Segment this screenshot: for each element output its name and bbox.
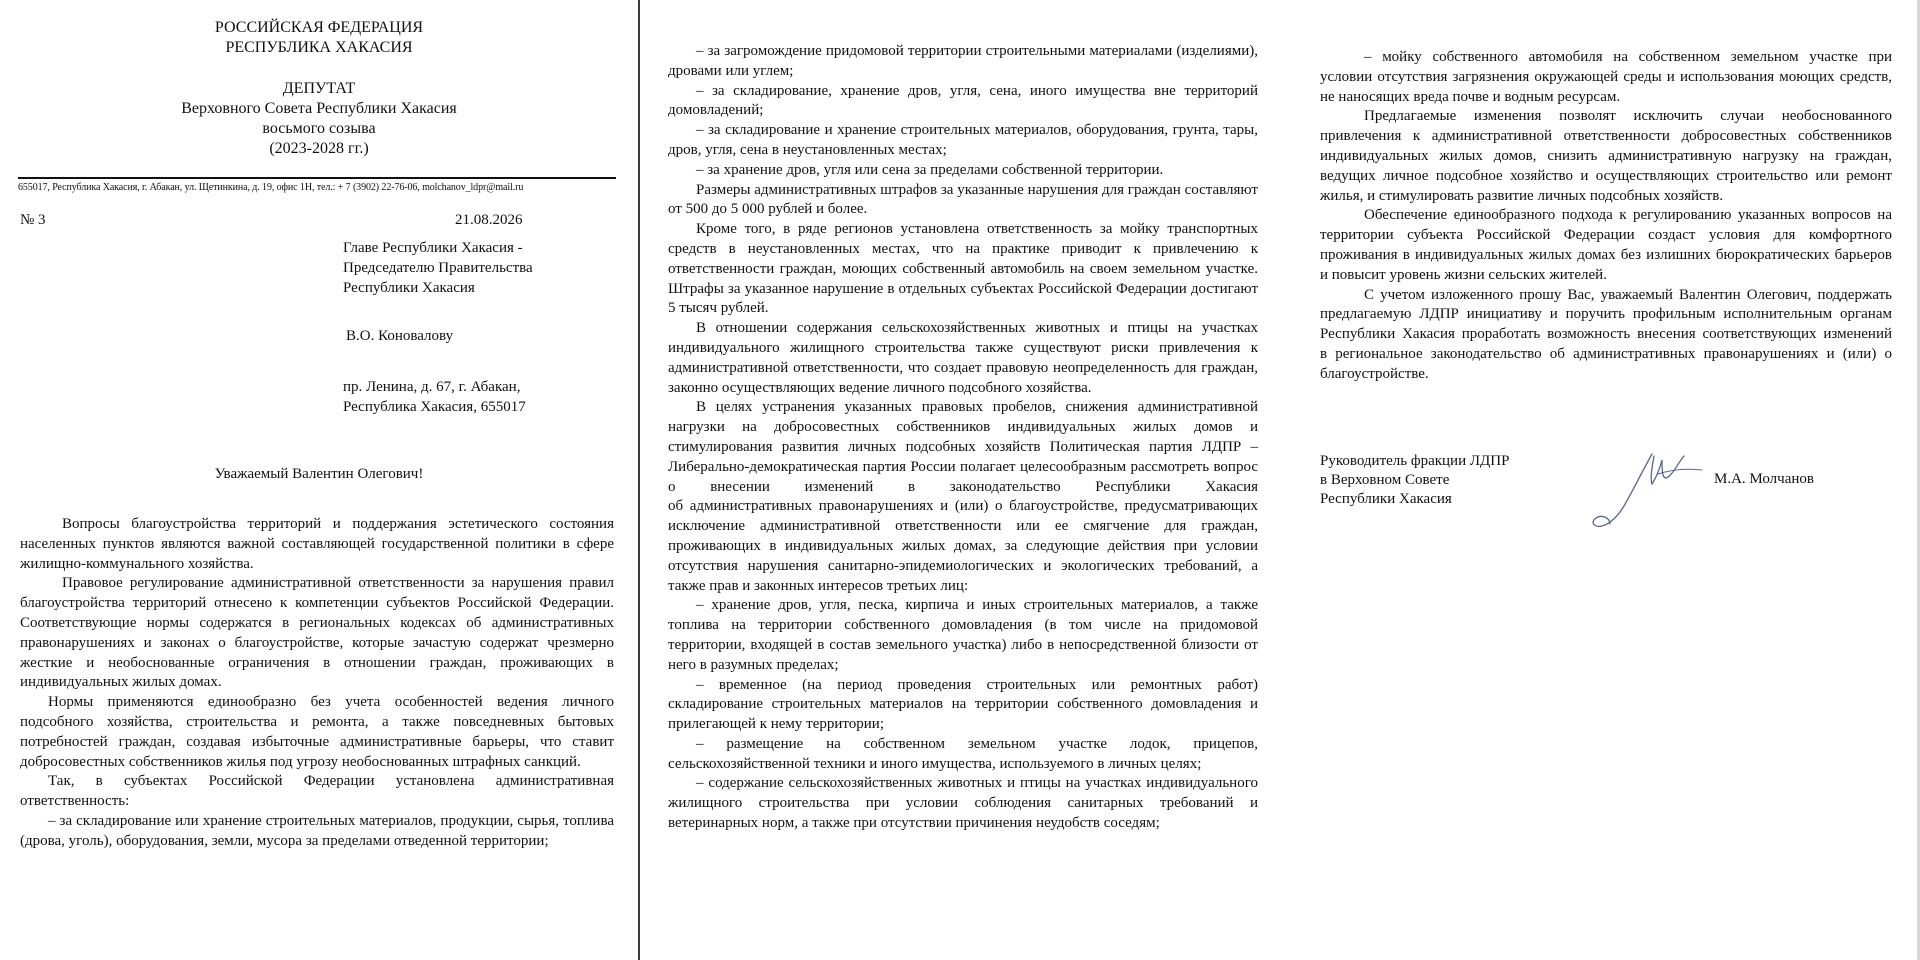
paragraph: Размеры административных штрафов за указанные нарушения для граждан составляют от 500 до 5 000 рублей и более. [668, 181, 1258, 218]
addressee-line-2: Председателю Правительства [343, 260, 533, 276]
document-page-3 [1282, 0, 1920, 960]
paragraph: В целях устранения указанных правовых пробелов, снижения административной нагрузки на добросовестных собственников индивидуальных жилых домов и стимулирования развития личных подсобных хозяйств Политическая партия ЛДПР – Либерально-демократическая партия России полагает целесообразным рассмотреть вопрос о внесении изменений в законодательство Республики Хакасия [668, 399, 1258, 495]
document-page-1 [0, 0, 638, 960]
addressee-name: В.О. Коновалову [346, 328, 454, 344]
paragraph: – за складирование или хранение строительных материалов, продукции, сырья, топлива (дрова, уголь), оборудования, земли, мусора за пределами отведенной территории; [20, 812, 614, 849]
paragraph: Обеспечение единообразного подхода к регулированию указанных вопросов на территории субъекта Российской Федерации создаст условия для комфортного проживания в индивидуальных жилых домах без излишних бюрократических барьеров и повысит уровень жизни сельских жителей. [1320, 207, 1892, 283]
paragraph: Так, в субъектах Российской Федерации установлена административная ответственность: [20, 773, 614, 810]
paragraph: – за загромождение придомовой территории строительными материалами (изделиями), дровами или углем; [668, 43, 1258, 79]
header-deputy: ДЕПУТАТ [282, 80, 356, 97]
signature-role-line-3: Республики Хакасия [1320, 491, 1452, 507]
paragraph: – размещение на собственном земельном участке лодок, прицепов, сельскохозяйственной техники и иного имущества, используемого в личных целях; [668, 735, 1258, 772]
paragraph: об административных правонарушениях и (или) о благоустройстве, предусматривающих исключение административной ответственности или ее смягчение для граждан, проживающих в индивидуальных жилых домах, за следующие действия при условии отсутствия нарушения санитарно-эпидемиологических и экологических требований, а также прав и законных интересов третьих лиц: [668, 498, 1258, 594]
letter-number: № 3 [20, 212, 46, 228]
header-address: 655017, Республика Хакасия, г. Абакан, ул. Щетинкина, д. 19, офис 1Н, тел.: + 7 (3902) 22-76-06, molchanov_ldpr@mail.ru [18, 182, 524, 193]
addressee-address-1: пр. Ленина, д. 67, г. Абакан, [343, 379, 521, 395]
signature-role-line-1: Руководитель фракции ЛДПР [1320, 453, 1510, 469]
paragraph: – за складирование и хранение строительных материалов, оборудования, грунта, тары, дров, угля, сена в неустановленных местах; [668, 122, 1258, 158]
addressee-line-3: Республики Хакасия [343, 280, 475, 296]
header-convocation: восьмого созыва [262, 120, 376, 137]
signature-role-line-2: в Верховном Совете [1320, 472, 1450, 488]
signature-name: М.А. Молчанов [1714, 471, 1814, 487]
page-2-body [668, 42, 1258, 834]
header-country: РОССИЙСКАЯ ФЕДЕРАЦИЯ [214, 19, 424, 36]
paragraph: – хранение дров, угля, песка, кирпича и иных строительных материалов, а также топлива на территории собственного домовладения (в том числе на придомовой территории, входящей в состав земельного участка) либо в непосредственной близости от него в разумных пределах; [668, 597, 1258, 673]
paragraph: в региональное законодательство об административных правонарушениях и (или) о благоустройстве. [1320, 345, 1892, 382]
greeting: Уважаемый Валентин Олегович! [214, 466, 424, 482]
header-years: (2023-2028 гг.) [269, 140, 369, 157]
signature-role [1320, 452, 1509, 509]
paragraph: Предлагаемые изменения позволят исключить случаи необоснованного привлечения к административной ответственности добросовестных собственников индивидуальных жилых домов, снизить административную нагрузку на граждан, ведущих личное подсобное хозяйство и осуществляющих строительство или ремонт жилья, и стимулировать развитие личных подсобных хозяйств. [1320, 108, 1892, 204]
letter-date: 21.08.2026 [455, 212, 523, 228]
paragraph: – временное (на период проведения строительных или ремонтных работ) складирование строительных материалов на территории собственного домовладения и прилегающей к нему территории; [668, 676, 1258, 733]
paragraph: В отношении содержания сельскохозяйственных животных и птицы на участках индивидуального жилищного строительства также существуют риски привлечения к административной ответственности, что создает правовую неопределенность для граждан, законно осуществляющих ведение личного подсобного хозяйства. [668, 320, 1258, 396]
page-1-body [20, 515, 614, 852]
paragraph: – за хранение дров, угля или сена за пределами собственной территории. [696, 161, 1164, 178]
addressee-address-2: Республика Хакасия, 655017 [343, 399, 526, 415]
handwritten-signature [1580, 448, 1730, 532]
document-page-2 [640, 0, 1280, 960]
addressee-line-1: Главе Республики Хакасия - [343, 240, 523, 256]
page-3-body [1320, 48, 1892, 385]
paragraph: – за складирование, хранение дров, угля, сена, иного имущества вне территорий домовладений; [668, 82, 1258, 119]
paragraph: Кроме того, в ряде регионов установлена ответственность за мойку транспортных средств в неустановленных местах, что на практике приводит к привлечению к ответственности граждан, моющих собственный автомобиль на своем земельном участке. Штрафы за указанное нарушение в отдельных субъектах Российской Федерации достигают 5 тысяч рублей. [668, 221, 1258, 317]
paragraph: Правовое регулирование административной ответственности за нарушения правил благоустройства территорий отнесено к компетенции субъектов Российской Федерации. Соответствующие нормы содержатся в региональных кодексах об административных правонарушениях и законах о благоустройстве, которые зачастую содержат чрезмерно жесткие и необоснованные ограничения в отношении граждан, проживающих в индивидуальных жилых домах. [20, 575, 614, 691]
paragraph: С учетом изложенного прошу Вас, уважаемый Валентин Олегович, поддержать предлагаемую ЛДПР инициативу и поручить профильным исполнительным органам Республики Хакасия проработать возможность внесения соответствующих изменений [1320, 286, 1892, 343]
header-council: Верховного Совета Республики Хакасия [181, 100, 457, 117]
paragraph: Вопросы благоустройства территорий и поддержания эстетического состояния населенных пунктов являются важной составляющей государственной политики в сфере жилищно-коммунального хозяйства. [20, 516, 614, 572]
paragraph: – мойку собственного автомобиля на собственном земельном участке при условии отсутствия загрязнения окружающей среды и использования моющих средств, не наносящих вреда почве и водным ресурсам. [1320, 49, 1892, 105]
header-rule [18, 177, 616, 179]
paragraph: Нормы применяются единообразно без учета особенностей ведения личного подсобного хозяйства, строительства и ремонта, а также повседневных бытовых потребностей граждан, создавая избыточные административные барьеры, что ставит добросовестных собственников жилья под угрозу необоснованных штрафных санкций. [20, 694, 614, 770]
paragraph: – содержание сельскохозяйственных животных и птицы на участках индивидуального жилищного строительства при условии соблюдения санитарных требований и ветеринарных норм, а также при отсутствии причинения неудобств соседям; [668, 775, 1258, 832]
header-republic: РЕСПУБЛИКА ХАКАСИЯ [225, 39, 413, 56]
